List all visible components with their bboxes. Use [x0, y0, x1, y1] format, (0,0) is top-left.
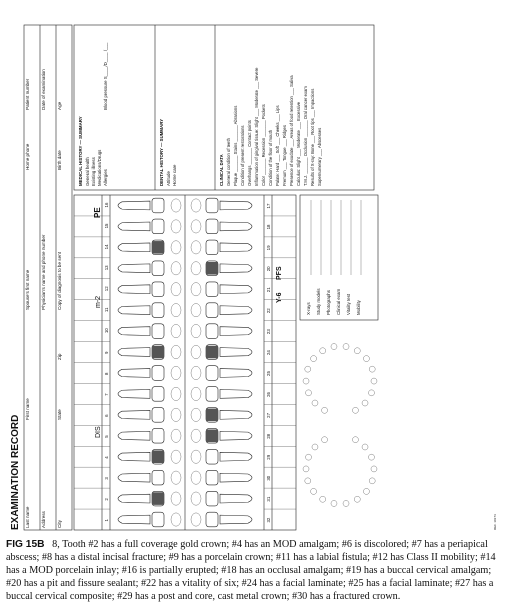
tooth-number-upper: 6 — [104, 414, 109, 417]
tooth-crown — [152, 470, 164, 485]
arch-tooth-circle — [363, 356, 369, 362]
arch-tooth-circle — [354, 348, 360, 354]
tooth-number-lower: 23 — [266, 329, 271, 335]
arch-tooth-circle — [322, 437, 328, 443]
tooth-crown — [206, 240, 218, 255]
checklist-item: Study models — [316, 288, 321, 315]
tooth-root — [118, 264, 150, 273]
clinical-data-item: Fremum ___ Tongue ___ Ridges — [282, 125, 287, 186]
tooth-number-upper: 10 — [104, 328, 109, 334]
clinical-data-item: Results of X-ray: Bone ___ Root tips ___ Impactions — [310, 88, 315, 186]
arch-tooth-circle — [362, 444, 368, 450]
tooth-occlusal — [171, 283, 181, 296]
history-panel — [74, 25, 374, 190]
tooth-crown — [152, 282, 164, 297]
tooth-number-upper: 2 — [104, 498, 109, 501]
tooth-root — [220, 348, 252, 357]
blood-pressure-label: Blood pressure S____/D____ /___ — [103, 42, 108, 110]
tooth-number-lower: 26 — [266, 392, 271, 397]
clinical-data-item: Supernumerary ___ Abscesses — [317, 127, 322, 186]
form-title: EXAMINATION RECORD — [10, 414, 21, 530]
tooth-number-lower: 21 — [266, 287, 271, 293]
dental-history-item: Attitude — [166, 171, 171, 186]
tooth-occlusal — [171, 241, 181, 254]
tooth-root — [118, 222, 150, 231]
tooth-occlusal — [171, 513, 181, 526]
tooth-number-upper: 14 — [104, 244, 109, 250]
checklist-item: Vitality test — [346, 293, 351, 315]
arch-tooth-circle — [368, 390, 374, 396]
tooth-root — [220, 369, 252, 378]
clinical-data-item: Inflammation of gingival tissue: Slight ___ Moderate ___ Severe — [254, 67, 259, 186]
clinical-data-item: Condition of present restorations — [240, 125, 245, 186]
header-field-label: Zip — [57, 353, 62, 360]
arch-tooth-circle — [343, 500, 349, 506]
arch-tooth-circle — [343, 344, 349, 350]
arch-tooth-circle — [354, 496, 360, 502]
tooth-crown — [152, 324, 164, 339]
tooth-number-upper: 11 — [104, 307, 109, 313]
checklist-item: Mobility — [356, 300, 361, 315]
lower-mark-pfs: PFS — [276, 266, 283, 280]
tooth-number-upper: 1 — [104, 519, 109, 522]
arch-tooth-circle — [303, 378, 309, 384]
arch-tooth-circle — [368, 454, 374, 460]
tooth-number-upper: 4 — [104, 456, 109, 459]
tooth-root — [118, 494, 150, 503]
upper-mark-pe: PE — [93, 207, 102, 218]
caption-label: FIG 15B — [6, 539, 45, 550]
tooth-root — [118, 390, 150, 399]
medical-history-heading: MEDICAL HISTORY — SUMMARY — [78, 116, 83, 186]
arch-tooth-circle — [369, 366, 375, 372]
tooth-occlusal — [191, 450, 201, 463]
tooth-crown — [152, 387, 164, 402]
tooth-crown — [152, 408, 164, 423]
tooth-occlusal — [191, 408, 201, 421]
tooth-root — [220, 285, 252, 294]
tooth-restoration — [152, 241, 164, 254]
clinical-data-heading: CLINICAL DATA — [219, 154, 224, 186]
tooth-occlusal — [191, 492, 201, 505]
tooth-restoration — [206, 346, 218, 359]
arch-tooth-circle — [305, 366, 311, 372]
tooth-restoration — [152, 492, 164, 505]
arch-tooth-circle — [312, 444, 318, 450]
header-fields — [24, 25, 72, 530]
medical-history-item: General health — [85, 157, 90, 186]
tooth-occlusal — [171, 450, 181, 463]
tooth-number-lower: 32 — [266, 517, 271, 523]
tooth-occlusal — [171, 492, 181, 505]
arch-tooth-circle — [311, 488, 317, 494]
tooth-root — [118, 201, 150, 210]
tooth-root — [220, 494, 252, 503]
caption-text: 8, Tooth #2 has a full coverage gold crown; #4 has an MOD amalgam; #6 is discolored; #7 has a periapical abscess; #8 has a distal incisal fracture; #9 has a porcelain crown; #11 has a labial fistula; #12 has Class II mobility; #14 has a MOD porcelain inlay; #16 is partially erupted; #18 has an occlusal amalgam; #19 has a buccal cervical amalgam; #20 has a pit and fissure sealant; #22 has a vitality of six; #24 has a facial laminate; #25 has a facial laminate; #27 has a buccal cervical composite; #29 has a post and core, cast metal crown; #30 has a fractured crown. — [6, 539, 496, 602]
clinical-data-item: Color _______ Recession _______ Pockets — [261, 104, 266, 186]
header-field-label: Physician's name and phone number — [41, 234, 46, 310]
tooth-crown — [206, 387, 218, 402]
clinical-data-item: T.M.J. _______ Occlusion _______ Oral cancer exam — [303, 86, 308, 186]
upper-mark-dis: DIS — [95, 426, 102, 438]
tooth-number-upper: 3 — [104, 477, 109, 480]
arch-tooth-circle — [305, 478, 311, 484]
tooth-root — [220, 452, 252, 461]
tooth-occlusal — [191, 199, 201, 212]
tooth-root — [118, 410, 150, 419]
tooth-number-upper: 15 — [104, 223, 109, 229]
tooth-crown — [206, 303, 218, 318]
tooth-occlusal — [191, 471, 201, 484]
tooth-number-upper: 13 — [104, 265, 109, 271]
tooth-occlusal — [171, 220, 181, 233]
checklist-item: X-rays — [306, 302, 311, 315]
tooth-occlusal — [171, 262, 181, 275]
tooth-occlusal — [191, 262, 201, 275]
tooth-crown — [206, 219, 218, 234]
tooth-number-upper: 12 — [104, 286, 109, 292]
tooth-crown — [152, 198, 164, 213]
tooth-restoration — [152, 346, 164, 359]
tooth-occlusal — [171, 366, 181, 379]
figure-caption — [6, 538, 506, 603]
tooth-occlusal — [191, 220, 201, 233]
tooth-root — [220, 222, 252, 231]
header-field-label: Address — [41, 511, 46, 528]
tooth-occlusal — [171, 387, 181, 400]
tooth-number-lower: 25 — [266, 371, 271, 376]
tooth-occlusal — [191, 324, 201, 337]
tooth-root — [220, 473, 252, 482]
tooth-number-upper: 16 — [104, 202, 109, 208]
tooth-root — [118, 473, 150, 482]
tooth-root — [118, 348, 150, 357]
clinical-data-item: General condition of teeth — [226, 138, 231, 186]
lower-mark-y6: Y-6 — [276, 292, 283, 303]
tooth-crown — [152, 428, 164, 443]
clinical-data-item: Overhangs _______ Contact points — [247, 120, 252, 186]
footer-code: REF. 10174 — [493, 514, 497, 530]
dental-history-item: Home care — [172, 164, 177, 186]
arch-tooth-circle — [352, 437, 358, 443]
tooth-number-upper: 5 — [104, 435, 109, 438]
tooth-root — [118, 452, 150, 461]
tooth-number-upper: 7 — [104, 393, 109, 396]
dental-history-heading: DENTAL HISTORY — SUMMARY — [159, 118, 164, 186]
header-field-label: Copy of diagnosis to be sent — [57, 252, 62, 310]
header-field-label: City — [57, 520, 62, 528]
tooth-root — [118, 306, 150, 315]
tooth-number-lower: 31 — [266, 496, 271, 502]
arch-tooth-circle — [331, 500, 337, 506]
header-field-label: Patient number — [25, 78, 30, 110]
tooth-number-lower: 29 — [266, 454, 271, 460]
header-field-label: Spouse's first name — [25, 269, 30, 310]
tooth-number-upper: 8 — [104, 372, 109, 375]
tooth-number-lower: 22 — [266, 308, 271, 314]
arch-tooth-circle — [371, 378, 377, 384]
medical-history-item: Existing illness — [91, 157, 96, 186]
tooth-chart — [74, 195, 296, 530]
tooth-occlusal — [171, 303, 181, 316]
tooth-number-lower: 27 — [266, 412, 271, 418]
tooth-occlusal — [191, 387, 201, 400]
clinical-data-item: Plaque _______ Stains _______ Abrasions — [233, 105, 238, 186]
tooth-crown — [206, 470, 218, 485]
tooth-root — [118, 327, 150, 336]
arch-tooth-circle — [303, 466, 309, 472]
tooth-root — [220, 201, 252, 210]
header-field-label: State — [57, 409, 62, 420]
arch-tooth-circle — [320, 496, 326, 502]
tooth-occlusal — [171, 199, 181, 212]
tooth-occlusal — [171, 408, 181, 421]
tooth-restoration — [206, 430, 218, 443]
checklist-item: Clinical exam — [336, 288, 341, 315]
tooth-number-lower: 17 — [266, 203, 271, 209]
upper-mark-m2: m-2 — [95, 295, 102, 308]
tooth-root — [118, 285, 150, 294]
tooth-occlusal — [171, 324, 181, 337]
arch-tooth-circle — [320, 348, 326, 354]
tooth-occlusal — [171, 471, 181, 484]
tooth-number-upper: 9 — [104, 351, 109, 355]
tooth-restoration — [206, 409, 218, 422]
arch-tooth-circle — [369, 478, 375, 484]
tooth-occlusal — [171, 429, 181, 442]
header-field-label: Last name — [25, 506, 30, 528]
tooth-occlusal — [191, 513, 201, 526]
tooth-root — [118, 243, 150, 252]
medical-history-item: Medications/Drugs — [97, 149, 102, 186]
header-field-label: Birth date — [57, 150, 62, 170]
tooth-crown — [152, 512, 164, 527]
tooth-root — [118, 431, 150, 440]
arch-tooth-circle — [352, 407, 358, 413]
tooth-number-lower: 18 — [266, 224, 271, 230]
arch-tooth-circle — [311, 356, 317, 362]
checklist-item: Photographs — [326, 290, 331, 315]
tooth-restoration — [206, 262, 218, 275]
tooth-crown — [152, 219, 164, 234]
tooth-number-lower: 19 — [266, 245, 271, 251]
tooth-crown — [206, 282, 218, 297]
clinical-data-item: Presence of exudate ___ Areas of food retention ___ Saliva — [289, 75, 294, 186]
arch-tooth-circle — [331, 344, 337, 350]
tooth-root — [220, 410, 252, 419]
tooth-occlusal — [191, 345, 201, 358]
tooth-crown — [206, 366, 218, 381]
clinical-data-item: Palate: Hard ___ Soft ___ Cheeks ___ Lips — [275, 105, 280, 186]
tooth-crown — [206, 491, 218, 506]
tooth-root — [220, 306, 252, 315]
clinical-data-item: Calculus: Slight ___ Moderate ___ Excessive — [296, 101, 301, 186]
tooth-crown — [152, 303, 164, 318]
tooth-root — [118, 515, 150, 524]
tooth-root — [220, 515, 252, 524]
tooth-crown — [206, 512, 218, 527]
tooth-occlusal — [191, 241, 201, 254]
arch-tooth-circle — [312, 400, 318, 406]
tooth-occlusal — [191, 303, 201, 316]
header-field-label: First name — [25, 398, 30, 420]
tooth-root — [118, 369, 150, 378]
arch-tooth-circle — [306, 390, 312, 396]
tooth-root — [220, 327, 252, 336]
header-field-label: Home phone — [25, 143, 30, 170]
tooth-crown — [152, 261, 164, 276]
tooth-root — [220, 264, 252, 273]
tooth-occlusal — [191, 366, 201, 379]
arch-tooth-circle — [371, 466, 377, 472]
tooth-restoration — [152, 450, 164, 463]
tooth-crown — [206, 449, 218, 464]
clinical-data-item: Condition of the floor of mouth — [268, 129, 273, 186]
medical-history-item: Allergies — [103, 169, 108, 186]
tooth-number-lower: 20 — [266, 266, 271, 272]
checklist — [300, 195, 378, 320]
tooth-occlusal — [171, 345, 181, 358]
header-field-label: Date of examination — [41, 69, 46, 110]
arch-tooth-circle — [363, 488, 369, 494]
tooth-root — [220, 431, 252, 440]
tooth-occlusal — [191, 429, 201, 442]
tooth-crown — [152, 366, 164, 381]
tooth-number-lower: 28 — [266, 433, 271, 439]
tooth-crown — [206, 324, 218, 339]
tooth-root — [220, 390, 252, 399]
tooth-number-lower: 30 — [266, 475, 271, 481]
tooth-crown — [206, 198, 218, 213]
tooth-root — [220, 243, 252, 252]
arch-diagram — [303, 344, 377, 507]
arch-tooth-circle — [362, 400, 368, 406]
arch-tooth-circle — [322, 407, 328, 413]
tooth-number-lower: 24 — [266, 350, 271, 356]
header-field-label: Age — [57, 101, 62, 110]
arch-tooth-circle — [306, 454, 312, 460]
tooth-occlusal — [191, 283, 201, 296]
